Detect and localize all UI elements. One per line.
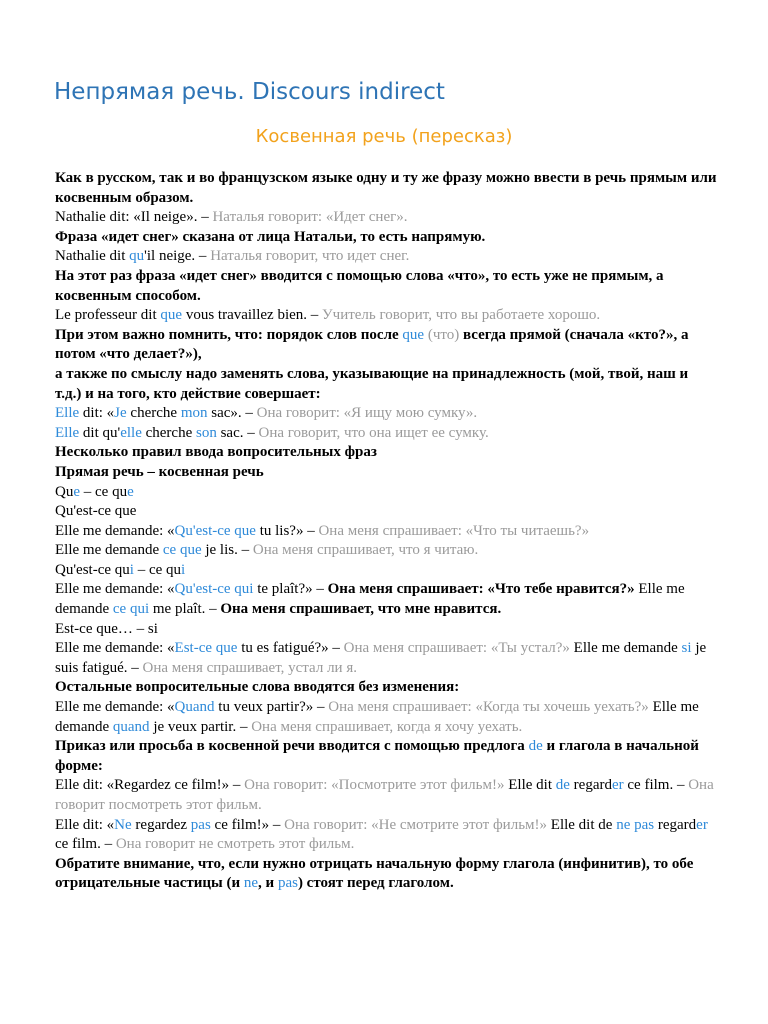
text-run: Elle me demande: « xyxy=(55,522,175,539)
translation-text: Она меня спрашивает, устал ли я. xyxy=(142,659,357,676)
paragraph xyxy=(55,228,717,248)
text-run: Несколько правил ввода вопросительных фраз xyxy=(55,444,377,461)
text-run: Elle me demande: « xyxy=(55,581,175,598)
text-run: Elle me demande xyxy=(55,542,163,559)
highlighted-word: que xyxy=(160,307,183,324)
text-run: Elle dit: «Regardez ce film!» – xyxy=(55,777,245,794)
text-run: При этом важно помнить, что: порядок слов после xyxy=(55,326,403,343)
text-run: Остальные вопросительные слова вводятся без изменения: xyxy=(55,679,460,696)
translation-text: Она меня спрашивает: «Ты устал?» xyxy=(343,640,570,657)
paragraph xyxy=(55,404,717,424)
text-run: Elle me demande: « xyxy=(55,699,175,716)
highlighted-word: Elle xyxy=(55,424,80,441)
text-run: je veux partir. – xyxy=(149,718,252,735)
highlighted-word: ne pas xyxy=(616,816,655,833)
text-run: Приказ или просьба в косвенной речи вводится с помощью предлога xyxy=(55,738,529,755)
page-title: Непрямая речь. Discours indirect xyxy=(54,79,445,105)
text-run: regard xyxy=(569,777,612,794)
text-run: На этот раз фраза «идет снег» вводится с помощью слова «что», то есть уже не прямым, а косвенным способом. xyxy=(55,267,664,304)
text-run: Est-ce que… – si xyxy=(55,620,158,637)
translation-text: Она говорит, что она ищет ее сумку. xyxy=(258,424,489,441)
text-run: ce film!» – xyxy=(210,816,285,833)
translation-text: Она меня спрашивает: «Что ты читаешь?» xyxy=(318,522,590,539)
paragraph xyxy=(55,443,717,463)
translation-text: Она меня спрашивает, что я читаю. xyxy=(252,542,479,559)
text-run: Как в русском, так и во французском языке одну и ту же фразу можно ввести в речь прямым или косвенным образом. xyxy=(55,170,717,206)
paragraph xyxy=(55,169,717,208)
text-run: sac». – xyxy=(207,405,257,422)
highlighted-word: Est-ce que xyxy=(174,640,238,657)
text-run: cherche xyxy=(141,424,196,441)
translation-text: Она меня спрашивает: «Когда ты хочешь уехать?» xyxy=(328,699,649,716)
highlighted-word: i xyxy=(181,561,186,578)
text-run: sac. – xyxy=(216,424,259,441)
highlighted-word: ce qui xyxy=(112,601,150,618)
text-run: Elle me demande xyxy=(569,640,682,657)
highlighted-word: e xyxy=(73,483,81,500)
translation-text: Учитель говорит, что вы работаете хорошо. xyxy=(322,307,601,324)
text-run: – ce qu xyxy=(133,561,182,578)
translation-text: Она говорит: «Не смотрите этот фильм!» xyxy=(284,816,548,833)
text-run: и глагола в начальной форме: xyxy=(55,738,699,774)
text-run: dit: « xyxy=(79,405,115,422)
text-run: ce film. – xyxy=(55,836,116,853)
text-run: tu es fatigué?» – xyxy=(237,640,344,657)
translation-text: Она говорит посмотреть этот фильм. xyxy=(55,777,714,813)
text-run: Elle me demande: « xyxy=(55,640,175,657)
highlighted-word: ce que xyxy=(162,542,202,559)
paragraph xyxy=(55,326,717,365)
text-run: Nathalie dit xyxy=(55,248,130,265)
paragraph xyxy=(55,267,717,306)
translation-text: Наталья говорит: «Идет снег». xyxy=(212,209,408,226)
paragraph xyxy=(55,306,717,326)
highlighted-word: ne xyxy=(243,875,259,892)
paragraph xyxy=(55,816,717,855)
text-run: Le professeur dit xyxy=(55,307,161,324)
translation-text: Она говорит не смотреть этот фильм. xyxy=(115,836,355,853)
paragraph xyxy=(55,463,717,483)
text-run: dit qu' xyxy=(79,424,121,441)
text-run: Прямая речь – косвенная речь xyxy=(55,463,264,480)
text-run: Elle dit xyxy=(504,777,556,794)
paragraph xyxy=(55,247,717,267)
highlighted-word: de xyxy=(528,738,543,755)
paragraph xyxy=(55,424,717,444)
translation-text: Она говорит: «Я ищу мою сумку». xyxy=(256,405,478,422)
paragraph xyxy=(55,737,717,776)
text-run: ) стоят перед глаголом. xyxy=(297,875,454,892)
paragraph xyxy=(55,776,717,815)
highlighted-word: si xyxy=(681,640,692,657)
paragraph xyxy=(55,541,717,561)
highlighted-word: Elle xyxy=(55,405,80,422)
text-run: Nathalie dit: «Il neige». – xyxy=(55,209,213,226)
text-run: а также по смыслу надо заменять слова, указывающие на принадлежность (мой, твой, наш и т.д.) и на того, кто действие совершает: xyxy=(55,365,689,402)
translation-text: Она меня спрашивает, когда я хочу уехать. xyxy=(251,718,523,735)
paragraph xyxy=(55,483,717,503)
paragraph xyxy=(55,698,717,737)
highlighted-word: Ne xyxy=(114,816,132,833)
text-run: Elle dit de xyxy=(547,816,617,833)
translation-text: (что) xyxy=(424,326,460,343)
highlighted-word: pas xyxy=(277,875,298,892)
text-run: tu veux partir?» – xyxy=(214,699,329,716)
document-body xyxy=(55,169,717,894)
highlighted-word: son xyxy=(196,424,217,441)
text-run: Qu xyxy=(55,483,74,500)
text-run: всегда прямой (сначала «кто?», а потом «что делает?»), xyxy=(55,326,689,363)
text-run: Qu'est-ce qu xyxy=(55,561,130,578)
text-run: Qu'est-ce que xyxy=(55,503,137,520)
highlighted-word: elle xyxy=(120,424,142,441)
text-run: regard xyxy=(654,816,697,833)
highlighted-word: i xyxy=(129,561,134,578)
text-run: me plaît. – xyxy=(149,601,221,618)
highlighted-word: que xyxy=(402,326,425,343)
paragraph xyxy=(55,561,717,581)
text-run: , и xyxy=(258,875,278,892)
page-subtitle: Косвенная речь (пересказ) xyxy=(255,126,513,147)
text-run: Она меня спрашивает: «Что тебе нравится?» xyxy=(327,581,635,598)
paragraph xyxy=(55,365,717,404)
text-run: – ce qu xyxy=(80,483,128,500)
paragraph xyxy=(55,620,717,640)
highlighted-word: qu xyxy=(129,248,145,265)
highlighted-word: Qu'est-ce que xyxy=(174,522,256,539)
text-run: tu lis?» – xyxy=(255,522,319,539)
paragraph xyxy=(55,855,717,894)
highlighted-word: pas xyxy=(190,816,211,833)
translation-text: Она говорит: «Посмотрите этот фильм!» xyxy=(244,777,505,794)
paragraph xyxy=(55,502,717,522)
highlighted-word: mon xyxy=(180,405,208,422)
highlighted-word: quand xyxy=(112,718,150,735)
text-run: 'il neige. – xyxy=(144,248,211,265)
text-run: te plaît?» – xyxy=(253,581,328,598)
text-run: Она меня спрашивает, что мне нравится. xyxy=(220,601,502,618)
paragraph xyxy=(55,580,717,619)
highlighted-word: Je xyxy=(114,405,127,422)
highlighted-word: er xyxy=(696,816,708,833)
highlighted-word: Qu'est-ce qui xyxy=(174,581,254,598)
text-run: vous travaillez bien. – xyxy=(182,307,323,324)
text-run: ce film. – xyxy=(623,777,689,794)
highlighted-word: de xyxy=(555,777,570,794)
text-run: Elle me demande xyxy=(55,699,699,735)
paragraph xyxy=(55,639,717,678)
text-run: je lis. – xyxy=(201,542,253,559)
highlighted-word: e xyxy=(127,483,134,500)
text-run: Обратите внимание, что, если нужно отрицать начальную форму глагола (инфинитив), то обе отрицательные частицы (и xyxy=(55,855,694,892)
paragraph xyxy=(55,678,717,698)
paragraph xyxy=(55,522,717,542)
translation-text: Наталья говорит, что идет снег. xyxy=(210,248,410,265)
text-run: Elle me demande xyxy=(55,581,685,618)
highlighted-word: Quand xyxy=(174,699,215,716)
text-run: cherche xyxy=(126,405,181,422)
text-run: Elle dit: « xyxy=(55,816,115,833)
text-run: regardez xyxy=(131,816,191,833)
text-run: Фраза «идет снег» сказана от лица Натальи, то есть напрямую. xyxy=(55,228,486,245)
highlighted-word: er xyxy=(611,777,624,794)
text-run: je suis fatigué. – xyxy=(55,640,707,676)
paragraph xyxy=(55,208,717,228)
